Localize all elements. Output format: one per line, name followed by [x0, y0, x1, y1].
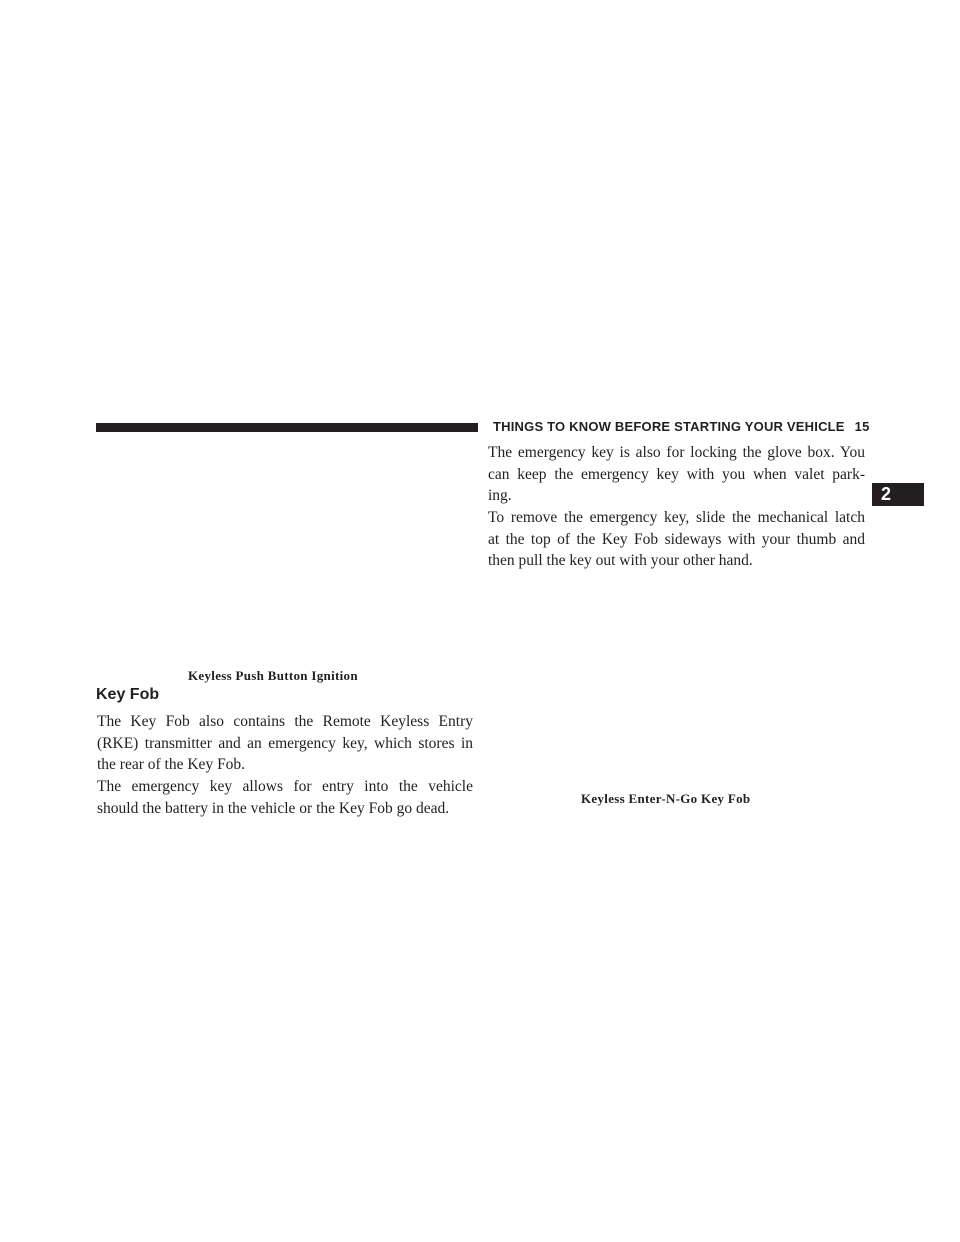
paragraph-emergency-key-entry — [97, 776, 473, 819]
figure-caption-key-fob: Keyless Enter-N-Go Key Fob — [581, 791, 751, 806]
text-line: To remove the emergency key, slide the mechanical latch — [488, 509, 865, 526]
text-line: the rear of the Key Fob. — [97, 756, 246, 773]
text-line: then pull the key out with your other hand. — [488, 552, 753, 569]
header-rule — [96, 423, 478, 432]
header-title: THINGS TO KNOW BEFORE STARTING YOUR VEHICLE — [493, 419, 845, 434]
text-line: ing. — [488, 487, 512, 504]
section-heading: Key Fob — [96, 686, 160, 703]
running-header — [493, 418, 870, 436]
chapter-tab: 2 — [872, 483, 924, 506]
paragraph-key-fob-contents — [97, 711, 473, 776]
page-number: 15 — [854, 419, 870, 434]
text-line: The emergency key allows for entry into the vehicle — [97, 778, 473, 795]
paragraph-remove-key — [488, 507, 865, 572]
text-line: The Key Fob also contains the Remote Keyless Entry — [97, 713, 473, 730]
text-line: The emergency key is also for locking the glove box. You — [488, 444, 865, 461]
figure-caption-ignition: Keyless Push Button Ignition — [188, 668, 358, 683]
text-line: should the battery in the vehicle or the Key Fob go dead. — [97, 799, 450, 817]
paragraph-glove-box — [488, 442, 865, 507]
text-line: (RKE) transmitter and an emergency key, which stores in — [97, 734, 473, 752]
text-line: at the top of the Key Fob sideways with your thumb and — [488, 530, 865, 548]
text-line: can keep the emergency key with you when valet park- — [488, 465, 865, 483]
